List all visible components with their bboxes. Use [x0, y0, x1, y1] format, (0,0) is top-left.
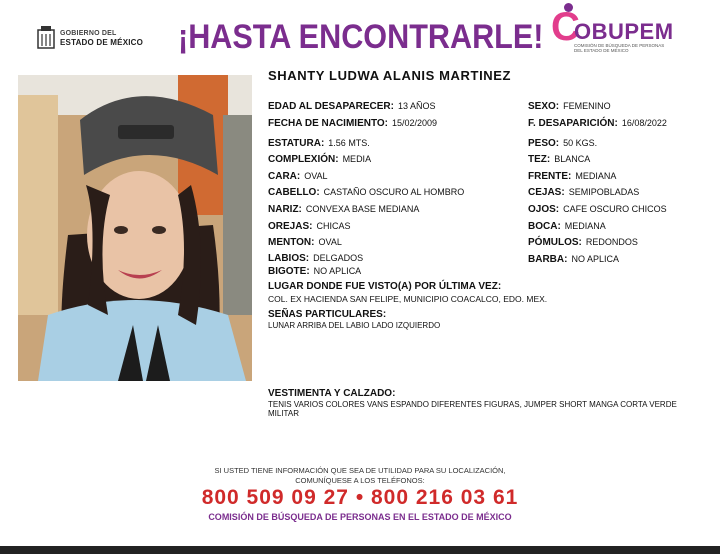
field-orejas: [268, 220, 350, 233]
field-value: FEMENINO: [563, 101, 611, 111]
field-label: MENTON:: [268, 237, 315, 248]
field-value: TENIS VARIOS COLORES VANS ESPANDO DIFERENTES FIGURAS, JUMPER SHORT MANGA CORTA VERDE MILITAR: [268, 400, 677, 418]
field-vestimenta: [268, 387, 708, 418]
field-label: BIGOTE:: [268, 266, 310, 277]
cobupem-logo: [548, 3, 673, 59]
field-label: LUGAR DONDE FUE VISTO(A) POR ÚLTIMA VEZ:: [268, 281, 502, 292]
contact-note: [0, 466, 720, 486]
field-value: 13 AÑOS: [397, 101, 436, 111]
field-estatura: [268, 137, 370, 150]
field-value: CONVEXA BASE MEDIANA: [305, 204, 420, 214]
field-value: OVAL: [304, 171, 328, 181]
field-sexo: [528, 100, 611, 113]
field-value: OVAL: [318, 237, 342, 247]
field-value: NO APLICA: [571, 254, 619, 264]
field-value: CAFE OSCURO CHICOS: [563, 204, 667, 214]
field-edad: [268, 100, 435, 113]
gobierno-logo: [36, 24, 156, 54]
contact-note-line-2: COMUNÍQUESE A LOS TELÉFONOS:: [295, 476, 425, 485]
field-label: VESTIMENTA Y CALZADO:: [268, 388, 396, 399]
field-label: CARA:: [268, 171, 301, 182]
field-label: CABELLO:: [268, 187, 320, 198]
field-bigote: [268, 265, 361, 278]
field-label: CEJAS:: [528, 187, 565, 198]
field-complexion: [268, 153, 371, 166]
field-fecha-desaparicion: [528, 117, 667, 130]
poster-title: ¡HASTA ENCONTRARLE!: [178, 18, 544, 56]
field-label: FECHA DE NACIMIENTO:: [268, 118, 388, 129]
field-tez: [528, 153, 590, 166]
missing-person-photo: [18, 75, 252, 381]
commission-name: COMISIÓN DE BÚSQUEDA DE PERSONAS EN EL ESTADO DE MÉXICO: [208, 512, 512, 522]
field-label: FRENTE:: [528, 171, 572, 182]
field-value: MEDIANA: [575, 171, 617, 181]
field-label: NARIZ:: [268, 204, 302, 215]
field-value: BLANCA: [554, 154, 591, 164]
field-value: 50 KGS.: [563, 138, 598, 148]
gov-line-1: GOBIERNO DEL: [60, 30, 117, 37]
bottom-bar: [0, 546, 720, 554]
state-emblem-icon: [36, 24, 56, 50]
field-pomulos: [528, 236, 638, 249]
field-value: MEDIA: [342, 154, 372, 164]
field-barba: [528, 253, 619, 266]
field-label: TEZ:: [528, 154, 551, 165]
field-menton: [268, 236, 342, 249]
field-value: 15/02/2009: [392, 118, 438, 128]
field-peso: [528, 137, 597, 150]
field-label: SEÑAS PARTICULARES:: [268, 309, 387, 320]
field-cabello: [268, 186, 464, 199]
field-label: EDAD AL DESAPARECER:: [268, 101, 394, 112]
field-nacimiento: [268, 117, 437, 130]
field-label: F. DESAPARICIÓN:: [528, 118, 618, 129]
field-value: CHICAS: [316, 221, 351, 231]
contact-note-line-1: SI USTED TIENE INFORMACIÓN QUE SEA DE UTILIDAD PARA SU LOCALIZACIÓN,: [214, 466, 506, 475]
field-senas: [268, 308, 440, 330]
field-label: PÓMULOS:: [528, 237, 582, 248]
phone-numbers: 800 509 09 27 • 800 216 03 61: [201, 486, 519, 509]
field-lugar: [268, 280, 547, 306]
field-frente: [528, 170, 616, 183]
field-value: LUNAR ARRIBA DEL LABIO LADO IZQUIERDO: [268, 321, 441, 330]
field-label: OJOS:: [528, 204, 560, 215]
field-ojos: [528, 203, 667, 216]
person-name: SHANTY LUDWA ALANIS MARTINEZ: [268, 68, 512, 83]
field-value: DELGADOS: [313, 253, 364, 263]
logo-c-icon: C: [551, 5, 580, 49]
field-nariz: [268, 203, 419, 216]
field-value: COL. EX HACIENDA SAN FELIPE, MUNICIPIO COACALCO, EDO. MEX.: [268, 294, 548, 304]
field-label: LABIOS:: [268, 253, 310, 264]
field-cejas: [528, 186, 639, 199]
field-label: COMPLEXIÓN:: [268, 154, 339, 165]
field-value: MEDIANA: [564, 221, 606, 231]
field-value: 16/08/2022: [621, 118, 667, 128]
field-label: BARBA:: [528, 254, 568, 265]
field-value: CASTAÑO OSCURO AL HOMBRO: [323, 187, 465, 197]
field-label: BOCA:: [528, 221, 561, 232]
field-label: OREJAS:: [268, 221, 313, 232]
field-labios: [268, 252, 363, 265]
field-label: SEXO:: [528, 101, 560, 112]
field-cara: [268, 170, 328, 183]
field-value: SEMIPOBLADAS: [568, 187, 640, 197]
agency-name: OBUPEM: [574, 19, 674, 44]
field-value: REDONDOS: [585, 237, 638, 247]
gov-line-2: ESTADO DE MÉXICO: [60, 38, 144, 47]
field-label: ESTATURA:: [268, 138, 325, 149]
field-boca: [528, 220, 606, 233]
field-value: NO APLICA: [313, 266, 362, 276]
agency-subtitle: COMISIÓN DE BÚSQUEDA DE PERSONAS DEL ESTADO DE MÉXICO: [574, 43, 665, 53]
field-label: PESO:: [528, 138, 560, 149]
field-value: 1.56 MTS.: [328, 138, 370, 148]
